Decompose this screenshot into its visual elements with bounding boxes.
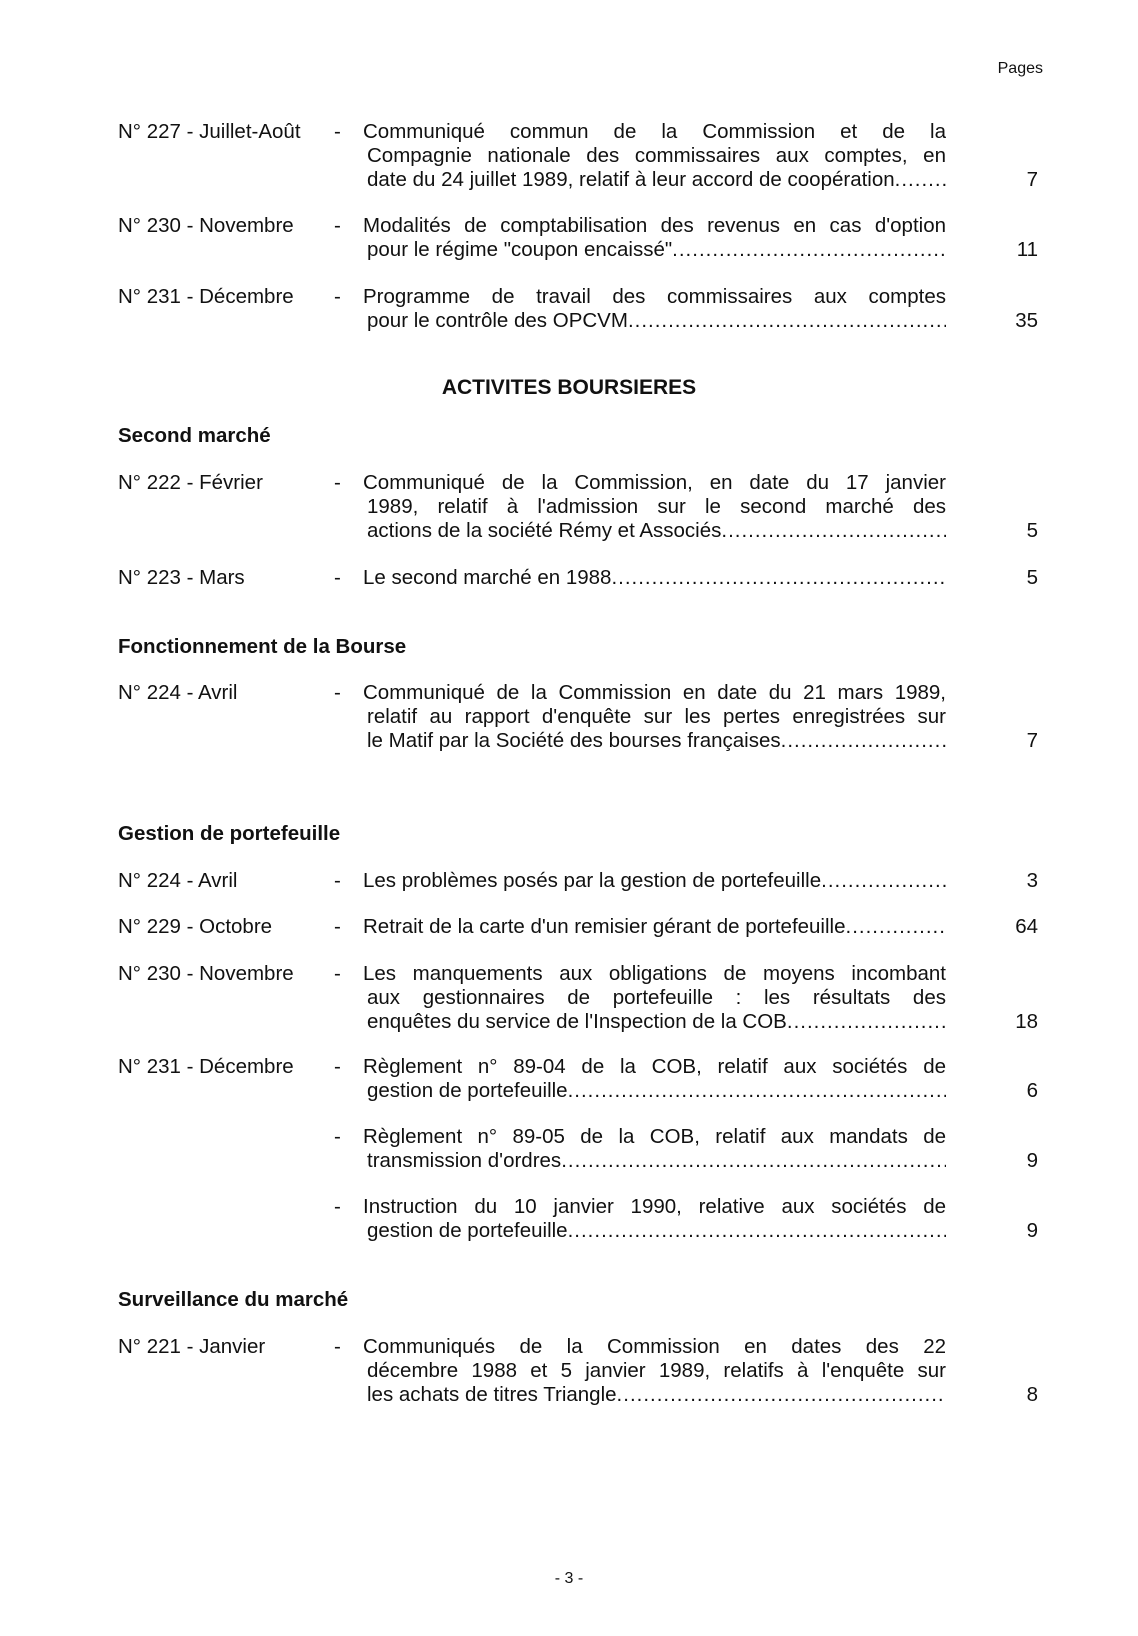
entry-line: Règlement n° 89-05 de la COB, relatif aux mandats de bbox=[363, 1125, 946, 1148]
entry-dash: - bbox=[334, 120, 341, 143]
entry-dash: - bbox=[334, 915, 341, 938]
entry-page-number: 7 bbox=[1026, 729, 1038, 752]
entry-issue: N° 230 - Novembre bbox=[118, 214, 294, 237]
entry-last-line bbox=[363, 519, 946, 543]
entry-line: Communiqué commun de la Commission et de la bbox=[363, 120, 946, 143]
entry-dash: - bbox=[334, 962, 341, 985]
entry-description bbox=[363, 962, 946, 1034]
entry-line: Modalités de comptabilisation des revenus en cas d'option bbox=[363, 214, 946, 237]
section-title-second-marche: Second marché bbox=[118, 424, 271, 447]
entry-description bbox=[363, 869, 946, 893]
entry-page-number: 18 bbox=[1015, 1010, 1038, 1033]
entry-line: relatif au rapport d'enquête sur les pertes enregistrées sur bbox=[367, 705, 946, 728]
dot-leader bbox=[821, 869, 946, 893]
entry-line: Communiqué de la Commission en date du 21 mars 1989, bbox=[363, 681, 946, 704]
entry-line: Retrait de la carte d'un remisier gérant de portefeuille bbox=[363, 915, 846, 938]
entry-last-line bbox=[363, 566, 946, 590]
entry-line: le Matif par la Société des bourses françaises bbox=[367, 729, 781, 752]
entry-last-line bbox=[363, 729, 946, 753]
entry-page-number: 8 bbox=[1026, 1383, 1038, 1406]
entry-description bbox=[363, 1125, 946, 1173]
entry-line: Communiqués de la Commission en dates des 22 bbox=[363, 1335, 946, 1358]
entry-page-number: 9 bbox=[1026, 1149, 1038, 1172]
entry-description bbox=[363, 681, 946, 753]
entry-dash: - bbox=[334, 869, 341, 892]
entry-line: Règlement n° 89-04 de la COB, relatif aux sociétés de bbox=[363, 1055, 946, 1078]
entry-description bbox=[363, 1195, 946, 1243]
entry-issue: N° 224 - Avril bbox=[118, 869, 238, 892]
entry-description bbox=[363, 915, 946, 939]
entry-issue: N° 231 - Décembre bbox=[118, 1055, 294, 1078]
entry-last-line bbox=[363, 168, 946, 192]
entry-page-number: 9 bbox=[1026, 1219, 1038, 1242]
page-number: - 3 - bbox=[554, 1570, 584, 1587]
section-title-gestion: Gestion de portefeuille bbox=[118, 822, 341, 845]
entry-description bbox=[363, 1055, 946, 1103]
dot-leader bbox=[846, 915, 946, 939]
entry-dash: - bbox=[334, 471, 341, 494]
entry-issue: N° 230 - Novembre bbox=[118, 962, 294, 985]
entry-dash: - bbox=[334, 1125, 341, 1148]
entry-issue: N° 229 - Octobre bbox=[118, 915, 273, 938]
entry-page-number: 35 bbox=[1015, 309, 1038, 332]
entry-page-number: 11 bbox=[1016, 238, 1038, 261]
entry-line: Compagnie nationale des commissaires aux comptes, en bbox=[367, 144, 946, 167]
entry-line: Communiqué de la Commission, en date du 17 janvier bbox=[363, 471, 946, 494]
entry-line: Le second marché en 1988 bbox=[363, 566, 612, 589]
entry-page-number: 6 bbox=[1026, 1079, 1038, 1102]
pages-label: Pages bbox=[997, 60, 1043, 77]
dot-leader bbox=[561, 1149, 946, 1173]
entry-description bbox=[363, 1335, 946, 1407]
entry-line: aux gestionnaires de portefeuille : les résultats des bbox=[367, 986, 946, 1009]
entry-last-line bbox=[363, 1219, 946, 1243]
entry-line: pour le régime "coupon encaissé" bbox=[367, 238, 673, 261]
entry-line: date du 24 juillet 1989, relatif à leur accord de coopération bbox=[367, 168, 895, 191]
entry-last-line bbox=[363, 309, 946, 333]
dot-leader bbox=[568, 1079, 946, 1103]
section-title-surveillance: Surveillance du marché bbox=[118, 1288, 349, 1311]
entry-line: décembre 1988 et 5 janvier 1989, relatifs à l'enquête sur bbox=[367, 1359, 946, 1382]
entry-line: actions de la société Rémy et Associés bbox=[367, 519, 722, 542]
entry-issue: N° 227 - Juillet-Août bbox=[118, 120, 301, 143]
entry-line: les achats de titres Triangle bbox=[367, 1383, 617, 1406]
entry-dash: - bbox=[334, 566, 341, 589]
entry-description bbox=[363, 285, 946, 333]
entry-description bbox=[363, 214, 946, 262]
entry-description bbox=[363, 120, 946, 192]
entry-issue: N° 224 - Avril bbox=[118, 681, 238, 704]
entry-dash: - bbox=[334, 285, 341, 308]
entry-line: transmission d'ordres bbox=[367, 1149, 562, 1172]
entry-issue: N° 222 - Février bbox=[118, 471, 263, 494]
entry-page-number: 5 bbox=[1026, 519, 1038, 542]
entry-last-line bbox=[363, 1010, 946, 1034]
entry-issue: N° 231 - Décembre bbox=[118, 285, 294, 308]
dot-leader bbox=[721, 519, 946, 543]
entry-last-line bbox=[363, 869, 946, 893]
entry-dash: - bbox=[334, 1335, 341, 1358]
entry-last-line bbox=[363, 1149, 946, 1173]
entry-issue: N° 223 - Mars bbox=[118, 566, 245, 589]
dot-leader bbox=[628, 309, 946, 333]
dot-leader bbox=[787, 1010, 946, 1034]
entry-description bbox=[363, 471, 946, 543]
entry-last-line bbox=[363, 915, 946, 939]
dot-leader bbox=[672, 238, 946, 262]
entry-line: 1989, relatif à l'admission sur le second marché des bbox=[367, 495, 946, 518]
entry-page-number: 3 bbox=[1026, 869, 1038, 892]
entry-line: Les problèmes posés par la gestion de portefeuille bbox=[363, 869, 822, 892]
entry-dash: - bbox=[334, 1195, 341, 1218]
entry-page-number: 5 bbox=[1026, 566, 1038, 589]
entry-description bbox=[363, 566, 946, 590]
dot-leader bbox=[611, 566, 946, 590]
entry-dash: - bbox=[334, 1055, 341, 1078]
entry-dash: - bbox=[334, 681, 341, 704]
entry-line: Les manquements aux obligations de moyens incombant bbox=[363, 962, 946, 985]
entry-last-line bbox=[363, 1079, 946, 1103]
entry-line: enquêtes du service de l'Inspection de la COB bbox=[367, 1010, 787, 1033]
dot-leader bbox=[617, 1383, 946, 1407]
main-title: ACTIVITES BOURSIERES bbox=[441, 376, 697, 399]
dot-leader bbox=[895, 168, 946, 192]
entry-issue: N° 221 - Janvier bbox=[118, 1335, 266, 1358]
entry-line: gestion de portefeuille bbox=[367, 1219, 568, 1242]
dot-leader bbox=[568, 1219, 946, 1243]
entry-last-line bbox=[363, 1383, 946, 1407]
dot-leader bbox=[781, 729, 946, 753]
entry-page-number: 7 bbox=[1026, 168, 1038, 191]
entry-page-number: 64 bbox=[1015, 915, 1038, 938]
section-title-fonctionnement: Fonctionnement de la Bourse bbox=[118, 635, 407, 658]
entry-line: pour le contrôle des OPCVM bbox=[367, 309, 628, 332]
entry-line: gestion de portefeuille bbox=[367, 1079, 568, 1102]
entry-line: Programme de travail des commissaires aux comptes bbox=[363, 285, 946, 308]
entry-last-line bbox=[363, 238, 946, 262]
entry-line: Instruction du 10 janvier 1990, relative aux sociétés de bbox=[363, 1195, 946, 1218]
entry-dash: - bbox=[334, 214, 341, 237]
